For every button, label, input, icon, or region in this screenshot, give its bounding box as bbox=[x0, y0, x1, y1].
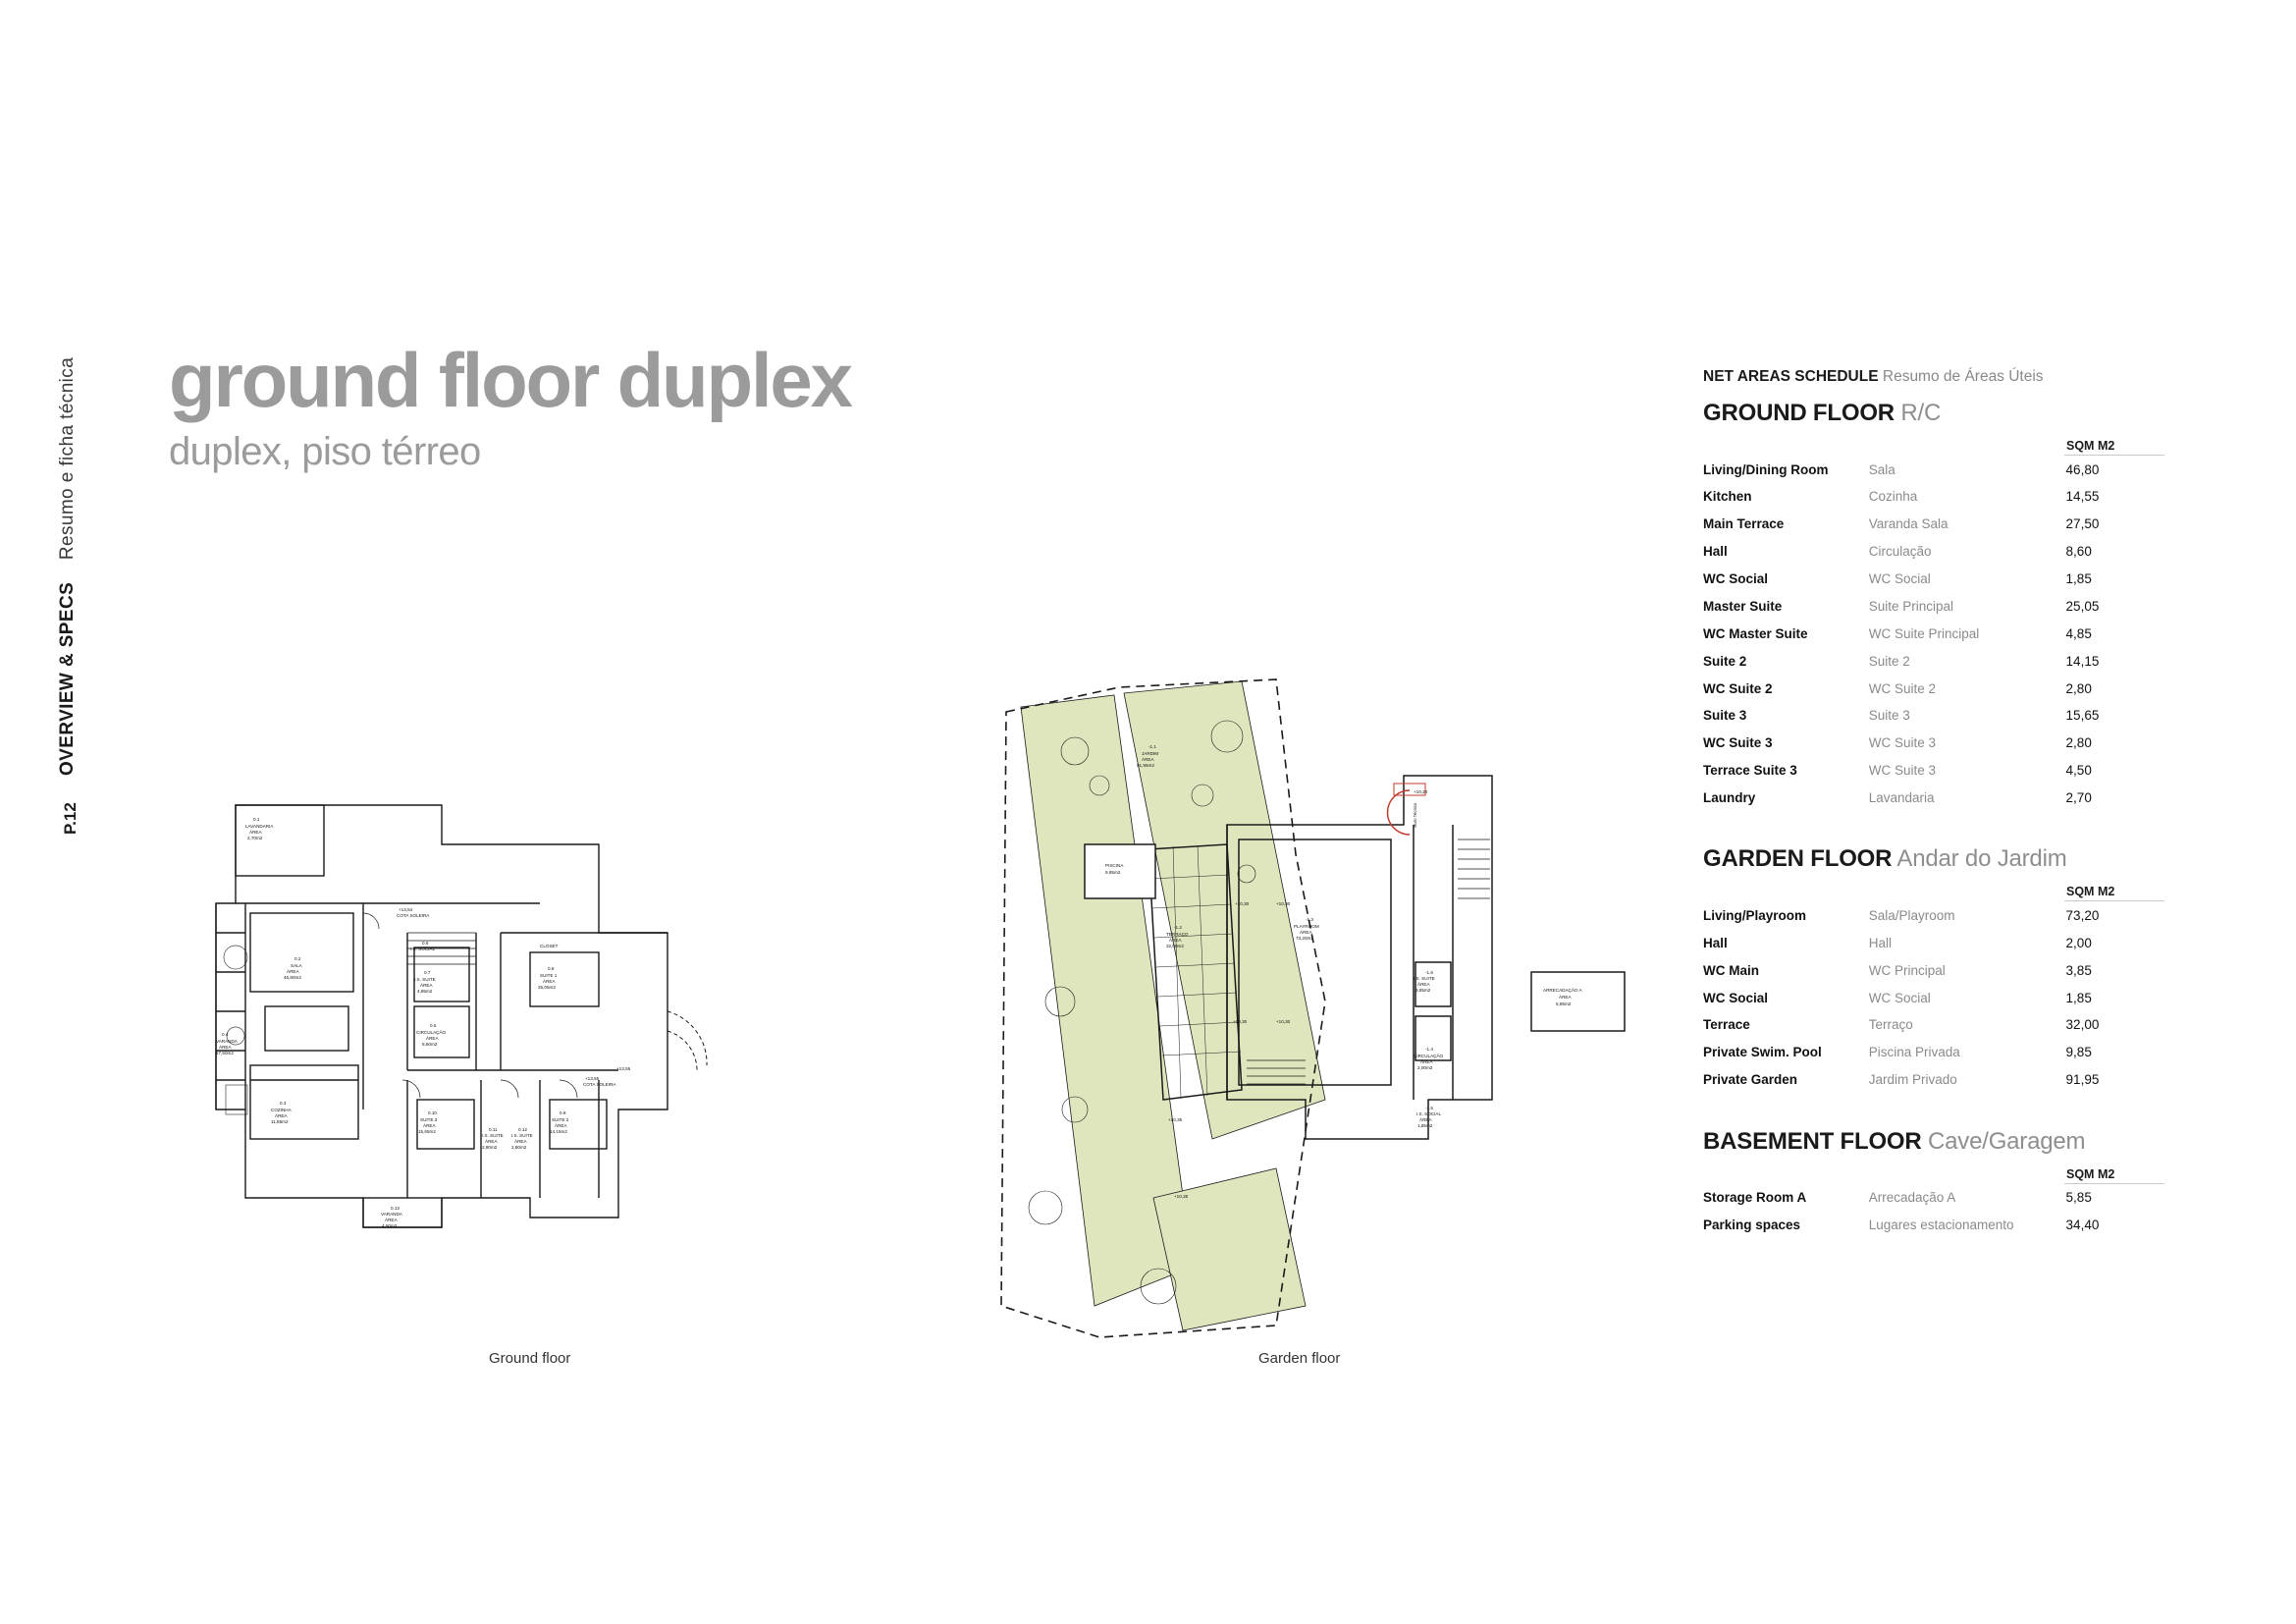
svg-text:TERRAÇO: TERRAÇO bbox=[1166, 932, 1189, 937]
svg-text:-1.2: -1.2 bbox=[1174, 925, 1182, 930]
table-row bbox=[1703, 1067, 2164, 1095]
svg-text:ÁREA: ÁREA bbox=[1300, 930, 1312, 935]
svg-text:ÁREA: ÁREA bbox=[249, 830, 262, 835]
row-label-en: Laundry bbox=[1703, 790, 1756, 805]
svg-text:SALA: SALA bbox=[291, 963, 302, 968]
svg-text:SUITE 1: SUITE 1 bbox=[540, 973, 558, 978]
svg-text:0.8: 0.8 bbox=[548, 966, 555, 971]
areas-table-basement bbox=[1703, 1185, 2164, 1240]
row-label-pt: Lavandaria bbox=[1868, 790, 1935, 805]
svg-text:SUITE 2: SUITE 2 bbox=[552, 1117, 569, 1122]
table-row bbox=[1703, 621, 2164, 648]
svg-text:0.3: 0.3 bbox=[280, 1101, 287, 1106]
row-value: 2,00 bbox=[2065, 935, 2092, 950]
svg-text:+13,54: +13,54 bbox=[399, 907, 413, 912]
section-side-label bbox=[57, 357, 79, 776]
side-label-bold: OVERVIEW & SPECS bbox=[57, 581, 78, 776]
row-value: 34,40 bbox=[2065, 1217, 2100, 1232]
row-label-pt: Circulação bbox=[1868, 544, 1932, 560]
svg-text:25,05m2: 25,05m2 bbox=[538, 985, 556, 990]
svg-text:-1.3: -1.3 bbox=[1306, 917, 1313, 922]
svg-text:-1.1: -1.1 bbox=[1148, 744, 1156, 749]
garden-floor-plan-drawing bbox=[982, 677, 1669, 1355]
row-label-pt: Varanda Sala bbox=[1868, 516, 1949, 532]
table-row bbox=[1703, 567, 2164, 594]
row-value: 14,55 bbox=[2065, 489, 2100, 505]
row-label-en: WC Suite 2 bbox=[1703, 680, 1773, 696]
row-label-pt: WC Suite 2 bbox=[1868, 680, 1936, 696]
row-label-pt: WC Suite 3 bbox=[1868, 763, 1936, 779]
row-label-en: Living/Playroom bbox=[1703, 907, 1807, 923]
svg-text:ÁREA: ÁREA bbox=[385, 1218, 398, 1222]
row-label-pt: Sala bbox=[1868, 461, 1896, 477]
svg-text:Muro Técnico: Muro Técnico bbox=[1413, 802, 1417, 828]
svg-text:ARRECADAÇÃO A: ARRECADAÇÃO A bbox=[1543, 988, 1582, 993]
svg-text:91,95m2: 91,95m2 bbox=[1137, 763, 1154, 768]
section-title-bold: GROUND FLOOR bbox=[1703, 400, 1895, 426]
row-label-pt: WC Social bbox=[1868, 571, 1931, 586]
svg-text:11,85m2: 11,85m2 bbox=[271, 1119, 289, 1124]
svg-text:ÁREA: ÁREA bbox=[287, 969, 299, 974]
schedule-section-garden bbox=[1703, 845, 2164, 1094]
svg-text:0.9: 0.9 bbox=[560, 1110, 566, 1115]
row-label-pt: Suite 3 bbox=[1868, 708, 1910, 724]
row-label-en: Terrace bbox=[1703, 1017, 1750, 1033]
page-number: P.12 bbox=[61, 802, 80, 835]
svg-text:+13,55: +13,55 bbox=[616, 1066, 631, 1071]
row-value: 2,80 bbox=[2065, 680, 2092, 696]
row-label-en: Parking spaces bbox=[1703, 1217, 1801, 1232]
svg-text:0.2: 0.2 bbox=[294, 956, 301, 961]
sqm-header-row-ground bbox=[1703, 431, 2164, 457]
row-label-en: Suite 3 bbox=[1703, 708, 1747, 724]
svg-text:+10,35: +10,35 bbox=[1174, 1194, 1189, 1199]
side-label-regular: Resumo e ficha técnica bbox=[57, 356, 78, 561]
row-label-pt: Hall bbox=[1868, 935, 1892, 950]
section-title-ground bbox=[1703, 400, 2164, 427]
svg-text:0.13: 0.13 bbox=[391, 1206, 400, 1211]
table-row bbox=[1703, 457, 2164, 484]
svg-text:I.S. SUITE: I.S. SUITE bbox=[414, 977, 436, 982]
svg-text:0.10: 0.10 bbox=[428, 1110, 437, 1115]
row-value: 1,85 bbox=[2065, 571, 2092, 586]
svg-text:2,80m2: 2,80m2 bbox=[511, 1145, 527, 1150]
sqm-header: SQM M2 bbox=[2066, 439, 2115, 453]
row-value: 32,00 bbox=[2065, 1017, 2100, 1033]
row-label-pt: Cozinha bbox=[1868, 489, 1918, 505]
svg-text:I.S. SUITE: I.S. SUITE bbox=[1414, 976, 1435, 981]
row-label-en: WC Social bbox=[1703, 571, 1769, 586]
row-value: 4,50 bbox=[2065, 763, 2092, 779]
svg-text:ÁREA: ÁREA bbox=[1142, 757, 1154, 762]
sqm-header: SQM M2 bbox=[2066, 1166, 2115, 1181]
svg-text:CIRCULAÇÃO: CIRCULAÇÃO bbox=[1414, 1054, 1444, 1058]
svg-text:COTA SOLEIRA: COTA SOLEIRA bbox=[397, 913, 430, 918]
table-row bbox=[1703, 676, 2164, 703]
svg-text:32,00m2: 32,00m2 bbox=[1166, 944, 1184, 948]
ground-floor-plan-drawing bbox=[206, 785, 795, 1296]
svg-text:ÁREA: ÁREA bbox=[543, 979, 556, 984]
svg-text:COZINHA: COZINHA bbox=[271, 1108, 292, 1112]
row-value: 91,95 bbox=[2065, 1072, 2100, 1088]
section-title-garden bbox=[1703, 845, 2164, 873]
row-label-pt: Lugares estacionamento bbox=[1868, 1217, 2014, 1232]
svg-text:ÁREA: ÁREA bbox=[219, 1045, 232, 1050]
svg-text:CIRCULAÇÃO: CIRCULAÇÃO bbox=[416, 1030, 447, 1035]
row-label-pt: WC Social bbox=[1868, 990, 1931, 1005]
svg-text:ÁREA: ÁREA bbox=[485, 1139, 498, 1144]
page-title: ground floor duplex bbox=[169, 337, 851, 423]
table-row bbox=[1703, 758, 2164, 785]
svg-text:ÁREA: ÁREA bbox=[1420, 1059, 1433, 1064]
svg-text:+10,30: +10,30 bbox=[1276, 1019, 1291, 1024]
svg-text:I.S. SUITE: I.S. SUITE bbox=[482, 1133, 504, 1138]
svg-text:I.S. SOCIAL: I.S. SOCIAL bbox=[1416, 1111, 1442, 1116]
svg-text:14,15m2: 14,15m2 bbox=[550, 1129, 567, 1134]
svg-text:ÁREA: ÁREA bbox=[514, 1139, 527, 1144]
svg-text:-1.4: -1.4 bbox=[1425, 1047, 1433, 1052]
row-value: 15,65 bbox=[2065, 708, 2100, 724]
svg-text:0.7: 0.7 bbox=[424, 970, 431, 975]
row-label-en: Hall bbox=[1703, 935, 1728, 950]
table-row bbox=[1703, 1212, 2164, 1239]
areas-table-ground bbox=[1703, 457, 2164, 812]
svg-text:4,85m2: 4,85m2 bbox=[417, 989, 433, 994]
ground-floor-caption: Ground floor bbox=[489, 1350, 571, 1367]
row-label-en: Living/Dining Room bbox=[1703, 461, 1829, 477]
svg-text:CLOSET: CLOSET bbox=[540, 944, 559, 948]
row-value: 5,85 bbox=[2065, 1190, 2092, 1205]
row-value: 3,85 bbox=[2065, 962, 2092, 978]
row-label-en: Terrace Suite 3 bbox=[1703, 763, 1797, 779]
svg-text:SUITE 3: SUITE 3 bbox=[420, 1117, 438, 1122]
row-value: 14,15 bbox=[2065, 653, 2100, 669]
svg-text:PLAYROOM: PLAYROOM bbox=[1294, 924, 1319, 929]
svg-text:ÁREA: ÁREA bbox=[1419, 1117, 1432, 1122]
table-row bbox=[1703, 648, 2164, 676]
svg-text:27,50m2: 27,50m2 bbox=[216, 1051, 234, 1056]
section-title-bold: GARDEN FLOOR bbox=[1703, 845, 1893, 873]
svg-text:+13,55: +13,55 bbox=[585, 1076, 600, 1081]
table-row bbox=[1703, 539, 2164, 567]
page-title-block bbox=[169, 337, 851, 474]
garden-floor-caption: Garden floor bbox=[1258, 1350, 1341, 1367]
svg-text:I.S. SOCIAL: I.S. SOCIAL bbox=[410, 947, 436, 951]
schedule-heading-bold: NET AREAS SCHEDULE bbox=[1703, 368, 1879, 385]
svg-text:3,85m2: 3,85m2 bbox=[1415, 988, 1431, 993]
table-row bbox=[1703, 930, 2164, 957]
table-row bbox=[1703, 593, 2164, 621]
schedule-heading bbox=[1703, 368, 2164, 386]
svg-text:0.4: 0.4 bbox=[222, 1032, 229, 1037]
svg-text:PISCINA: PISCINA bbox=[1105, 863, 1124, 868]
svg-text:+10,35: +10,35 bbox=[1168, 1117, 1183, 1122]
row-value: 46,80 bbox=[2065, 461, 2100, 477]
row-label-pt: WC Suite Principal bbox=[1868, 625, 1980, 641]
row-label-en: Master Suite bbox=[1703, 598, 1783, 614]
table-row bbox=[1703, 985, 2164, 1012]
sqm-header-row-basement bbox=[1703, 1160, 2164, 1185]
svg-text:8,60m2: 8,60m2 bbox=[422, 1042, 438, 1047]
svg-text:-1.5: -1.5 bbox=[1425, 1106, 1433, 1110]
row-label-pt: Sala/Playroom bbox=[1868, 907, 1955, 923]
row-label-pt: Piscina Privada bbox=[1868, 1045, 1960, 1060]
row-label-en: Storage Room A bbox=[1703, 1190, 1807, 1205]
schedule-heading-grey: Resumo de Áreas Úteis bbox=[1882, 368, 2044, 385]
svg-text:1,85m2: 1,85m2 bbox=[1417, 1123, 1433, 1128]
svg-text:ÁREA: ÁREA bbox=[420, 983, 433, 988]
svg-text:ÁREA: ÁREA bbox=[1169, 938, 1182, 943]
svg-text:4,50m2: 4,50m2 bbox=[382, 1223, 398, 1228]
row-value: 1,85 bbox=[2065, 990, 2092, 1005]
row-label-pt: WC Principal bbox=[1868, 962, 1946, 978]
row-value: 9,85 bbox=[2065, 1045, 2092, 1060]
svg-text:+10,20: +10,20 bbox=[1414, 789, 1428, 794]
row-label-en: WC Social bbox=[1703, 990, 1769, 1005]
svg-text:ÁREA: ÁREA bbox=[426, 1036, 439, 1041]
sqm-header-row-garden bbox=[1703, 877, 2164, 902]
svg-text:I.S. SUITE: I.S. SUITE bbox=[511, 1133, 533, 1138]
row-label-pt: Jardim Privado bbox=[1868, 1072, 1957, 1088]
row-label-en: Main Terrace bbox=[1703, 516, 1785, 532]
table-row bbox=[1703, 703, 2164, 731]
svg-text:+10,30: +10,30 bbox=[1233, 1019, 1248, 1024]
section-title-grey: Andar do Jardim bbox=[1896, 845, 2067, 873]
svg-text:2,80m2: 2,80m2 bbox=[482, 1145, 498, 1150]
svg-text:0.11: 0.11 bbox=[489, 1127, 498, 1132]
svg-text:2,00m2: 2,00m2 bbox=[1417, 1065, 1433, 1070]
row-label-pt: Suite 2 bbox=[1868, 653, 1910, 669]
page-subtitle: duplex, piso térreo bbox=[169, 430, 481, 473]
svg-text:0.1: 0.1 bbox=[253, 817, 260, 822]
row-value: 2,70 bbox=[2065, 790, 2092, 805]
table-row bbox=[1703, 484, 2164, 512]
schedule-section-ground bbox=[1703, 400, 2164, 812]
svg-text:+10,30: +10,30 bbox=[1235, 901, 1250, 906]
row-label-en: Suite 2 bbox=[1703, 653, 1747, 669]
table-row bbox=[1703, 731, 2164, 758]
svg-text:9,85m2: 9,85m2 bbox=[1105, 870, 1121, 875]
row-label-en: Private Garden bbox=[1703, 1072, 1798, 1088]
row-label-pt: WC Suite 3 bbox=[1868, 735, 1936, 751]
row-label-en: Kitchen bbox=[1703, 489, 1752, 505]
svg-text:0.5: 0.5 bbox=[430, 1023, 437, 1028]
schedule-section-basement bbox=[1703, 1128, 2164, 1240]
table-row bbox=[1703, 1040, 2164, 1067]
net-areas-schedule bbox=[1703, 368, 2164, 1239]
table-row bbox=[1703, 1012, 2164, 1040]
svg-text:ÁREA: ÁREA bbox=[275, 1113, 288, 1118]
row-label-en: WC Main bbox=[1703, 962, 1759, 978]
svg-text:0.12: 0.12 bbox=[518, 1127, 527, 1132]
row-value: 27,50 bbox=[2065, 516, 2100, 532]
svg-text:46,80m2: 46,80m2 bbox=[284, 975, 301, 980]
svg-text:ÁREA: ÁREA bbox=[1417, 982, 1430, 987]
svg-text:ÁREA: ÁREA bbox=[423, 1123, 436, 1128]
svg-text:73,20m2: 73,20m2 bbox=[1296, 936, 1313, 941]
svg-text:5,85m2: 5,85m2 bbox=[1556, 1001, 1572, 1006]
row-label-en: Private Swim. Pool bbox=[1703, 1045, 1822, 1060]
row-label-en: WC Suite 3 bbox=[1703, 735, 1773, 751]
svg-text:ÁREA: ÁREA bbox=[1559, 995, 1572, 1000]
table-row bbox=[1703, 902, 2164, 930]
svg-text:COTA SOLEIRA: COTA SOLEIRA bbox=[583, 1082, 616, 1087]
svg-text:VARANDA: VARANDA bbox=[381, 1212, 402, 1217]
sqm-header: SQM M2 bbox=[2066, 885, 2115, 899]
row-value: 2,80 bbox=[2065, 735, 2092, 751]
svg-text:JARDIM: JARDIM bbox=[1142, 751, 1159, 756]
svg-text:LAVANDARIA: LAVANDARIA bbox=[245, 824, 274, 829]
row-label-pt: Arrecadação A bbox=[1868, 1190, 1956, 1205]
row-label-pt: Terraço bbox=[1868, 1017, 1913, 1033]
svg-text:-1.6: -1.6 bbox=[1425, 970, 1433, 975]
svg-text:2,70m2: 2,70m2 bbox=[247, 836, 263, 840]
row-value: 4,85 bbox=[2065, 625, 2092, 641]
row-value: 8,60 bbox=[2065, 544, 2092, 560]
row-label-en: WC Master Suite bbox=[1703, 625, 1808, 641]
row-label-pt: Suite Principal bbox=[1868, 598, 1953, 614]
row-value: 73,20 bbox=[2065, 907, 2100, 923]
svg-text:VARANDA: VARANDA bbox=[216, 1039, 238, 1044]
row-label-en: Hall bbox=[1703, 544, 1728, 560]
table-row bbox=[1703, 1185, 2164, 1213]
table-row bbox=[1703, 957, 2164, 985]
section-title-grey: Cave/Garagem bbox=[1928, 1127, 2086, 1155]
areas-table-garden bbox=[1703, 902, 2164, 1094]
table-row bbox=[1703, 785, 2164, 813]
row-value: 25,05 bbox=[2065, 598, 2100, 614]
svg-text:+10,30: +10,30 bbox=[1276, 901, 1291, 906]
svg-text:15,65m2: 15,65m2 bbox=[418, 1129, 436, 1134]
svg-text:0.6: 0.6 bbox=[422, 941, 429, 946]
section-title-bold: BASEMENT FLOOR bbox=[1703, 1127, 1922, 1155]
section-title-basement bbox=[1703, 1128, 2164, 1156]
table-row bbox=[1703, 512, 2164, 539]
section-title-grey: R/C bbox=[1900, 400, 1942, 426]
svg-text:ÁREA: ÁREA bbox=[555, 1123, 567, 1128]
